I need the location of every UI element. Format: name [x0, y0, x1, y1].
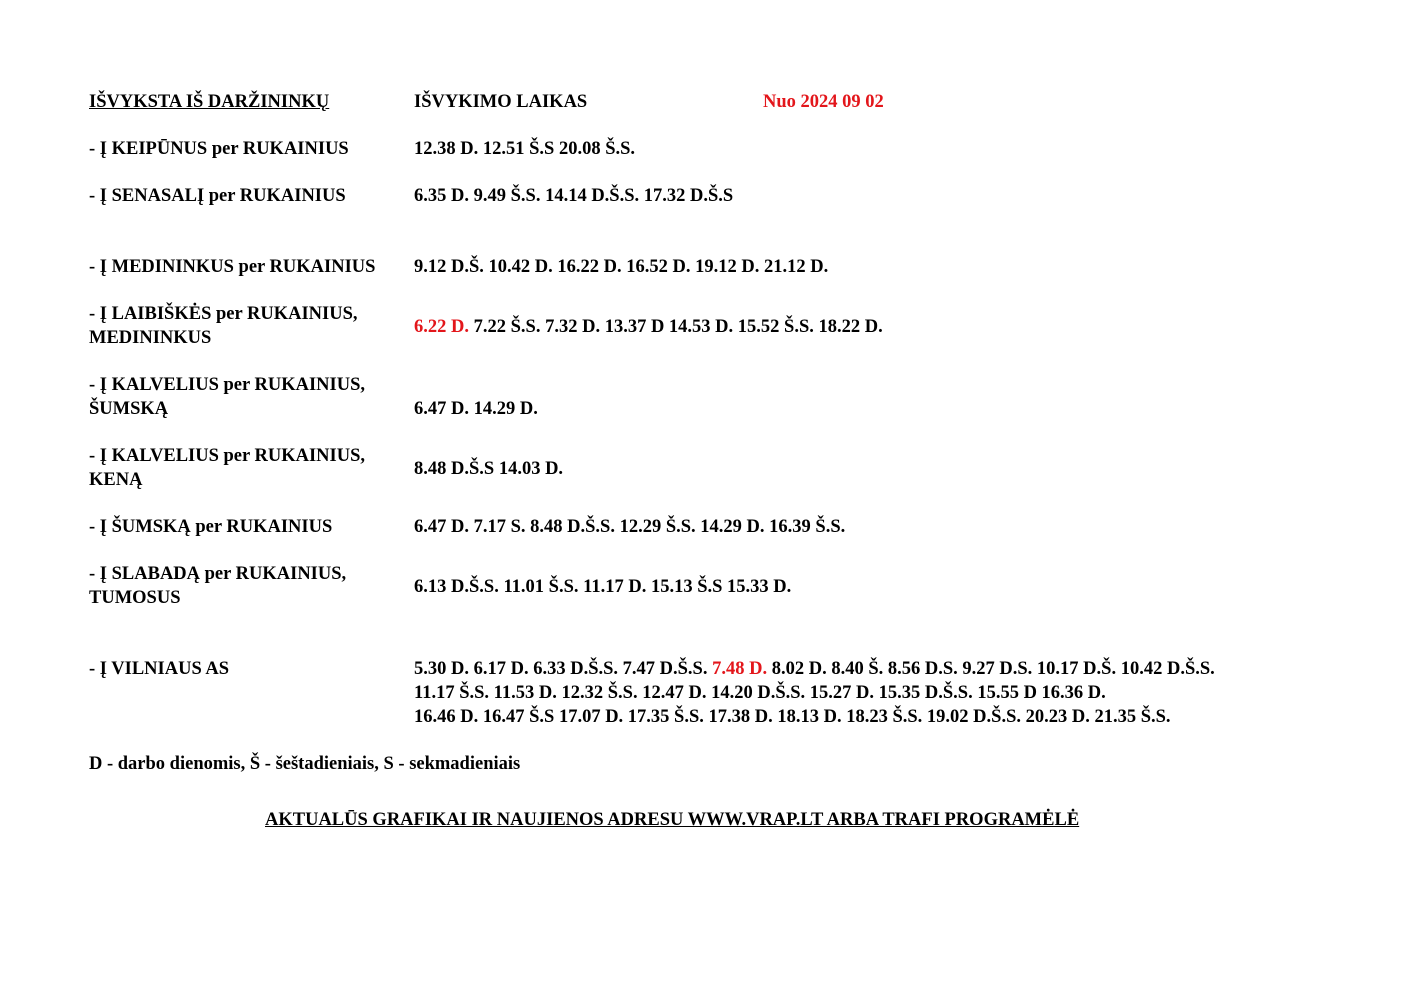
route-destination: - Į SENASALĮ per RUKAINIUS	[89, 186, 346, 206]
route-destination: - Į ŠUMSKĄ per RUKAINIUS	[89, 517, 333, 537]
vilnius-times-line1	[414, 657, 1215, 681]
route-times: 6.35 D. 9.49 Š.S. 14.14 D.Š.S. 17.32 D.Š.S	[414, 186, 734, 206]
vilnius-times-line3: 16.46 D. 16.47 Š.S 17.07 D. 17.35 Š.S. 17.38 D. 18.13 D. 18.23 Š.S. 19.02 D.Š.S. 20.23 D. 21.35 Š.S.	[414, 707, 1171, 727]
valid-from-date: Nuo 2024 09 02	[763, 92, 884, 112]
vilnius-times-part: 5.30 D. 6.17 D. 6.33 D.Š.S. 7.47 D.Š.S.	[414, 659, 713, 679]
route-destination-line2: MEDININKUS	[89, 328, 212, 348]
route-destination: - Į KALVELIUS per RUKAINIUS,	[89, 375, 366, 395]
route-times: 6.47 D. 7.17 S. 8.48 D.Š.S. 12.29 Š.S. 14.29 D. 16.39 Š.S.	[414, 517, 846, 537]
route-times: 12.38 D. 12.51 Š.S 20.08 Š.S.	[414, 139, 636, 159]
route-times: 6.47 D. 14.29 D.	[414, 399, 538, 419]
route-times: 6.13 D.Š.S. 11.01 Š.S. 11.17 D. 15.13 Š.S 15.33 D.	[414, 577, 792, 597]
route-destination-line2: KENĄ	[89, 470, 143, 490]
route-destination-line2: ŠUMSKĄ	[89, 399, 169, 419]
footer-notice: AKTUALŪS GRAFIKAI IR NAUJIENOS ADRESU WWW.VRAP.LT ARBA TRAFI PROGRAMĖLĖ	[265, 810, 1080, 830]
header-departure-time: IŠVYKIMO LAIKAS	[414, 92, 588, 112]
vilnius-times-line2: 11.17 Š.S. 11.53 D. 12.32 Š.S. 12.47 D. 14.20 D.Š.S. 15.27 D. 15.35 D.Š.S. 15.55 D 16.36 D.	[414, 683, 1106, 703]
route-times-rest: 7.22 Š.S. 7.32 D. 13.37 D 14.53 D. 15.52 Š.S. 18.22 D.	[469, 317, 883, 337]
route-destination-vilnius: - Į VILNIAUS AS	[89, 659, 229, 679]
route-times	[414, 315, 883, 339]
vilnius-times-highlight: 7.48 D.	[712, 659, 768, 679]
route-destination: - Į LAIBIŠKĖS per RUKAINIUS,	[89, 304, 358, 324]
route-destination: - Į SLABADĄ per RUKAINIUS,	[89, 564, 347, 584]
route-times: 8.48 D.Š.S 14.03 D.	[414, 459, 564, 479]
route-times: 9.12 D.Š. 10.42 D. 16.22 D. 16.52 D. 19.12 D. 21.12 D.	[414, 257, 829, 277]
route-destination: - Į MEDININKUS per RUKAINIUS	[89, 257, 376, 277]
route-destination: - Į KALVELIUS per RUKAINIUS,	[89, 446, 366, 466]
route-destination: - Į KEIPŪNUS per RUKAINIUS	[89, 139, 349, 159]
route-destination-line2: TUMOSUS	[89, 588, 181, 608]
route-times-highlight: 6.22 D.	[414, 317, 469, 337]
header-departs-from: IŠVYKSTA IŠ DARŽININKŲ	[89, 92, 330, 112]
vilnius-times-part: 8.02 D. 8.40 Š. 8.56 D.S. 9.27 D.S. 10.17 D.Š. 10.42 D.Š.S.	[767, 659, 1215, 679]
legend: D - darbo dienomis, Š - šeštadieniais, S - sekmadieniais	[89, 754, 521, 774]
